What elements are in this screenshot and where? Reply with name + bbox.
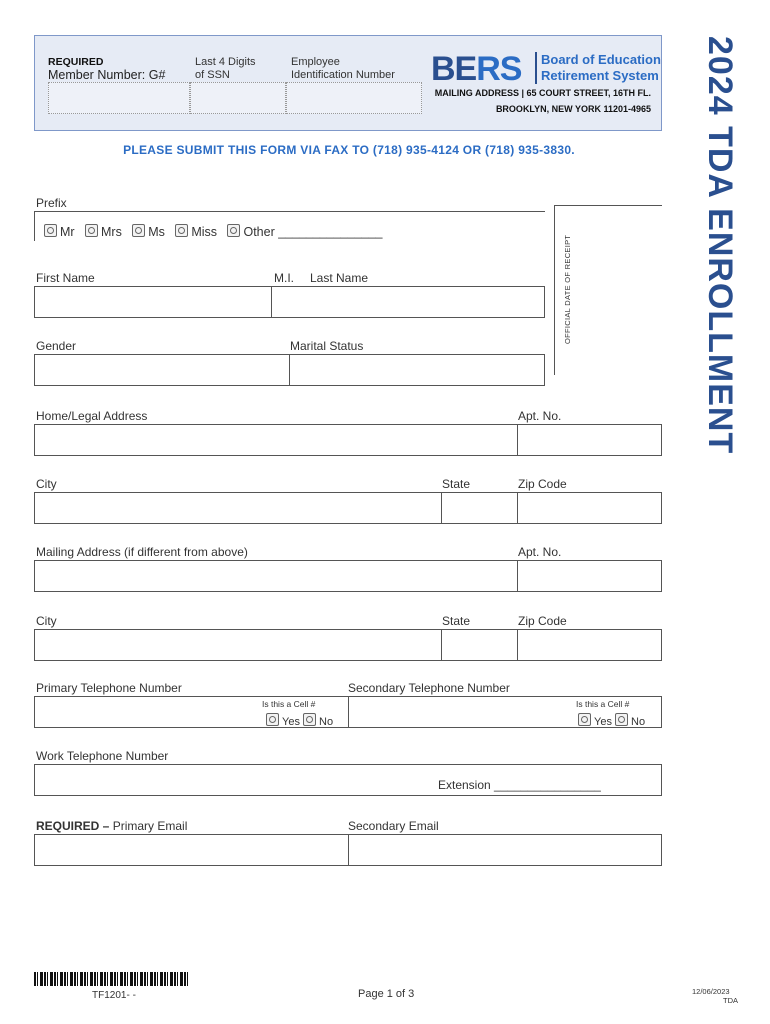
form-type: TDA bbox=[723, 996, 738, 1005]
official-receipt-box bbox=[554, 205, 662, 375]
city-state-zip-row-2 bbox=[34, 629, 662, 661]
state-label-2: State bbox=[442, 614, 471, 628]
secondary-email-label: Secondary Email bbox=[348, 819, 439, 833]
home-address-label: Home/Legal Address bbox=[36, 409, 148, 423]
radio-icon[interactable] bbox=[227, 224, 240, 237]
apt-no-label-2: Apt. No. bbox=[518, 545, 562, 559]
divider bbox=[348, 835, 349, 865]
prefix-options bbox=[44, 224, 383, 239]
phone-row bbox=[34, 696, 662, 728]
receipt-label: OFFICIAL DATE OF RECEIPT bbox=[563, 234, 572, 344]
page-number: Page 1 of 3 bbox=[358, 988, 415, 1000]
zip-label: Zip Code bbox=[518, 477, 567, 491]
ssn-label: Last 4 Digits of SSN bbox=[195, 56, 256, 81]
divider bbox=[517, 493, 518, 523]
mailing-address-label: Mailing Address (if different from above) bbox=[36, 545, 248, 559]
last-name-label: Last Name bbox=[310, 271, 369, 285]
email-row bbox=[34, 834, 662, 866]
member-number-label: Member Number: G# bbox=[48, 68, 166, 82]
prefix-other[interactable]: Other bbox=[227, 225, 274, 239]
city-state-zip-row bbox=[34, 492, 662, 524]
barcode bbox=[34, 972, 188, 986]
primary-cell-options: Yes No bbox=[266, 713, 333, 728]
radio-icon[interactable] bbox=[266, 713, 279, 726]
org-name: Board of Education Retirement System bbox=[541, 52, 661, 83]
revision-date: 12/06/2023 bbox=[692, 987, 730, 996]
member-number-input[interactable] bbox=[48, 82, 190, 114]
divider bbox=[348, 697, 349, 727]
required-label: REQUIRED bbox=[48, 56, 104, 68]
home-address-row bbox=[34, 424, 662, 456]
radio-icon[interactable] bbox=[303, 713, 316, 726]
divider bbox=[517, 630, 518, 660]
city-label-2: City bbox=[36, 614, 57, 628]
divider bbox=[517, 561, 518, 591]
state-label: State bbox=[442, 477, 471, 491]
employee-id-input[interactable] bbox=[286, 82, 422, 114]
gender-marital-row bbox=[34, 354, 545, 386]
secondary-phone-label: Secondary Telephone Number bbox=[348, 681, 510, 695]
radio-icon[interactable] bbox=[175, 224, 188, 237]
logo-divider bbox=[535, 52, 537, 84]
ssn-input[interactable] bbox=[190, 82, 286, 114]
is-cell-label-2: Is this a Cell # bbox=[576, 699, 630, 709]
prefix-mrs[interactable]: Mrs bbox=[85, 225, 122, 239]
city-label: City bbox=[36, 477, 57, 491]
work-phone-label: Work Telephone Number bbox=[36, 749, 169, 763]
prefix-mr[interactable]: Mr bbox=[44, 225, 75, 239]
marital-status-label: Marital Status bbox=[290, 339, 364, 353]
employee-id-label: Employee Identification Number bbox=[291, 56, 395, 81]
fax-notice: PLEASE SUBMIT THIS FORM VIA FAX TO (718) 935-4124 OR (718) 935-3830. bbox=[123, 143, 575, 157]
mailing-address-row bbox=[34, 560, 662, 592]
gender-label: Gender bbox=[36, 339, 77, 353]
extension-field[interactable]: Extension ________________ bbox=[438, 778, 601, 792]
radio-icon[interactable] bbox=[85, 224, 98, 237]
prefix-ms[interactable]: Ms bbox=[132, 225, 165, 239]
zip-label-2: Zip Code bbox=[518, 614, 567, 628]
mailing-address-line-2: BROOKLYN, NEW YORK 11201-4965 bbox=[495, 104, 651, 114]
apt-no-label: Apt. No. bbox=[518, 409, 562, 423]
primary-phone-label: Primary Telephone Number bbox=[36, 681, 182, 695]
header-panel bbox=[34, 35, 662, 131]
divider bbox=[271, 287, 272, 317]
divider bbox=[441, 630, 442, 660]
divider bbox=[517, 425, 518, 455]
radio-icon[interactable] bbox=[578, 713, 591, 726]
name-row bbox=[34, 286, 545, 318]
divider bbox=[289, 355, 290, 385]
mailing-address-line-1: MAILING ADDRESS | 65 COURT STREET, 16TH FL. bbox=[434, 88, 651, 98]
primary-email-label: REQUIRED – Primary Email bbox=[36, 819, 188, 833]
radio-icon[interactable] bbox=[132, 224, 145, 237]
radio-icon[interactable] bbox=[44, 224, 57, 237]
first-name-label: First Name bbox=[36, 271, 95, 285]
secondary-cell-options: Yes No bbox=[578, 713, 645, 728]
divider bbox=[441, 493, 442, 523]
is-cell-label: Is this a Cell # bbox=[262, 699, 316, 709]
prefix-label: Prefix bbox=[36, 196, 67, 210]
bers-logo: BERS bbox=[431, 50, 522, 88]
mi-label: M.I. bbox=[274, 271, 294, 285]
prefix-other-line[interactable]: _______________ bbox=[278, 225, 383, 239]
form-title: 2024 TDA ENROLLMENT bbox=[701, 36, 739, 455]
radio-icon[interactable] bbox=[615, 713, 628, 726]
prefix-miss[interactable]: Miss bbox=[175, 225, 217, 239]
form-code: TF1201- - bbox=[92, 990, 136, 1001]
